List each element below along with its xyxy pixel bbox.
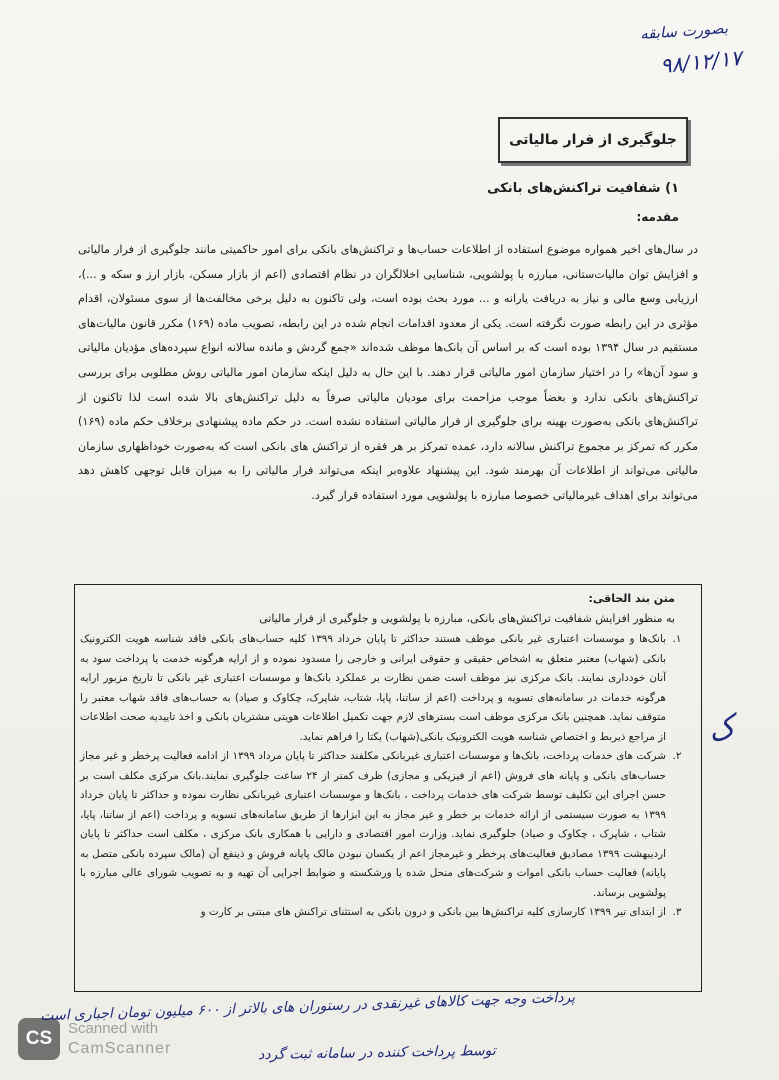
clause-item — [80, 630, 688, 747]
clause-number: ۱. — [672, 633, 682, 645]
handwritten-footer-line2: توسط پرداخت کننده در سامانه ثبت گردد — [257, 1042, 496, 1064]
clause-text: شرکت های خدمات پرداخت، بانک‌ها و موسسات اعتباری غیربانکی مکلفند حداکثر تا پایان مرداد ۱۳۹۹ از ادامه فعالیت پرخطر و غیر مجاز حساب‌های بانکی و پایانه های فروش (اعم از فیزیکی و مجازی) ظرف کمتر از ۲۴ ساعت جلوگیری نمایند.بانک مرکزی مکلف است بر حسن اجرای این تکلیف توسط شرکت های خدمات پرداخت ، بانک‌ها و موسسات اعتباری غیربانکی نظارت نموده و حداکثر تا پایان خرداد ۱۳۹۹ به صورت سیستمی از ارائه خدمات بر خطر و غیر مجاز به این ابزارها از طریق سامانه‌های تسویه و پرداخت (اعم از ساتنا، پایا، شتاب ، شاپرک ، چکاوک و صیاد) جلوگیری نماید. وزارت امور اقتصادی و دارایی با همکاری بانک مرکزی ، مکلف است حداکثر تا پایان اردیبهشت ۱۳۹۹ مصادیق فعالیت‌های پرخطر و غیرمجاز اعم از یکسان نبودن مالک پایانه فروش و ذینفع آن (مالک سپرده بانکی متصل به پایانه) فعالیت حساب بانکی اموات و شرکت‌های منحل شده یا ورشکسته و ضوابط اجرایی آن تهیه و به تصویب شورای عالی مبارزه با پولشویی برساند. — [80, 750, 666, 899]
clause-list — [80, 630, 688, 923]
clause-text: از ابتدای تیر ۱۳۹۹ کارسازی کلیه تراکنش‌ها بین بانکی و درون بانکی به استثنای تراکنش های مبتنی بر کارت و — [200, 906, 666, 918]
watermark-line1: Scanned with — [68, 1020, 159, 1037]
watermark-line2: CamScanner — [68, 1040, 172, 1057]
clause-number: ۲. — [672, 750, 682, 762]
clause-title: متن بند الحاقی: — [588, 592, 675, 605]
clause-item — [80, 747, 688, 903]
handwritten-footer-line1: پرداخت وجه جهت کالاهای غیرنقدی در رستوران های بالاتر از ۶۰۰ میلیون تومان اجباری است — [39, 989, 576, 1025]
watermark-text — [68, 1019, 171, 1059]
clause-item — [80, 903, 688, 923]
clause-number: ۳. — [672, 906, 682, 918]
handwritten-note-top: بصورت سابقه — [639, 18, 729, 44]
intro-heading: مقدمه: — [636, 210, 679, 224]
handwritten-date: ۹۸/۱۲/۱۷ — [658, 45, 743, 79]
clause-intro: به منظور افزایش شفافیت تراکنش‌های بانکی، مبارزه با پولشویی و جلوگیری از فرار مالیاتی — [259, 612, 675, 625]
document-title: جلوگیری از فرار مالیاتی — [498, 117, 688, 163]
camscanner-logo-icon: CS — [18, 1018, 60, 1060]
section-heading: ۱) شفافیت تراکنش‌های بانکی — [487, 181, 679, 196]
handwritten-side-mark: ک — [703, 709, 739, 750]
intro-paragraph: در سال‌های اخیر همواره موضوع استفاده از اطلاعات حساب‌ها و تراکنش‌های بانکی برای امور حاکمیتی مانند جلوگیری از فرار مالیاتی و افزایش توان مالیات‌ستانی، مبارزه با پولشویی، شناسایی اخلالگران در نظام اقتصادی (اعم از بازار مسکن، بازار ارز و سکه و ...)، ارزیابی وسع مالی و نیاز به دریافت یارانه و ... مورد بحث بوده است، ولی تاکنون به دلیل برخی مخالفت‌ها از سوی مسئولان، اقدام مؤثری در این رابطه صورت نگرفته است. یکی از معدود اقدامات انجام شده در این رابطه، تصویب ماده (۱۶۹) مکرر قانون مالیات‌های مستقیم در سال ۱۳۹۴ بوده است که بر اساس آن بانک‌ها موظف شده‌اند «جمع گردش و مانده سالانه انواع سپرده‌های مؤدیان مالیاتی و سود آن‌ها» را در اختیار سازمان امور مالیاتی قرار دهند. با این حال به دلیل اینکه سازمان امور مالیاتی روش مطلوبی برای بررسی تراکنش‌های بانکی ندارد و بعضاً موجب مزاحمت برای مودیان مالیاتی صرفاً به دلیل تراکنش‌های بالا شده است لذا تاکنون از تراکنش‌های بانکی به‌صورت بهینه برای جلوگیری از فرار مالیاتی استفاده نشده است. در حکم ماده پیشنهادی برخلاف حکم ماده (۱۶۹) مکرر که تمرکز بر مجموع تراکنش سالانه دارد، عمده تمرکز بر هر فقره از تراکنش های بانکی است که به‌صورت خوداظهاری سازمان مالیاتی می‌تواند از اطلاعات آن بهرمند شود. این پیشنهاد علاوه‌بر اینکه می‌تواند فرار مالیاتی را به میزان قابل توجهی کاهش دهد می‌تواند برای اهداف غیرمالیاتی خصوصا مبارزه با پولشویی مورد استفاده قرار گیرد. — [78, 243, 698, 502]
clause-text: بانک‌ها و موسسات اعتباری غیر بانکی موظف هستند حداکثر تا پایان خرداد ۱۳۹۹ کلیه حساب‌های بانکی فاقد شناسه هویت الکترونیک بانکی (شهاب) معتبر متعلق به اشخاص حقیقی و حقوقی ایرانی و خارجی را مسدود نموده و از ارایه هرگونه خدمت یا پرداخت سود به آنان خودداری نمایند. بانک مرکزی نیز موظف است ضمن نظارت بر عملکرد بانک‌ها و موسسات اعتباری غیر بانکی تا تاریخ مزبور ارایه هرگونه خدمات در سامانه‌های تسویه و پرداخت (اعم از ساتنا، پایا، شتاب، شاپرک، چکاوک و صیاد) به حساب‌های فاقد شهاب معتبر را متوقف نماید. همچنین بانک مرکزی موظف است بسترهای لازم جهت تکمیل اطلاعات هویتی مشتریان بانکی و اخذ تاییدیه صحت اطلاعات از مراجع ذیربط و اختصاص شناسه هویت الکترونیک بانکی(شهاب) یکتا را فراهم نماید. — [80, 633, 667, 743]
